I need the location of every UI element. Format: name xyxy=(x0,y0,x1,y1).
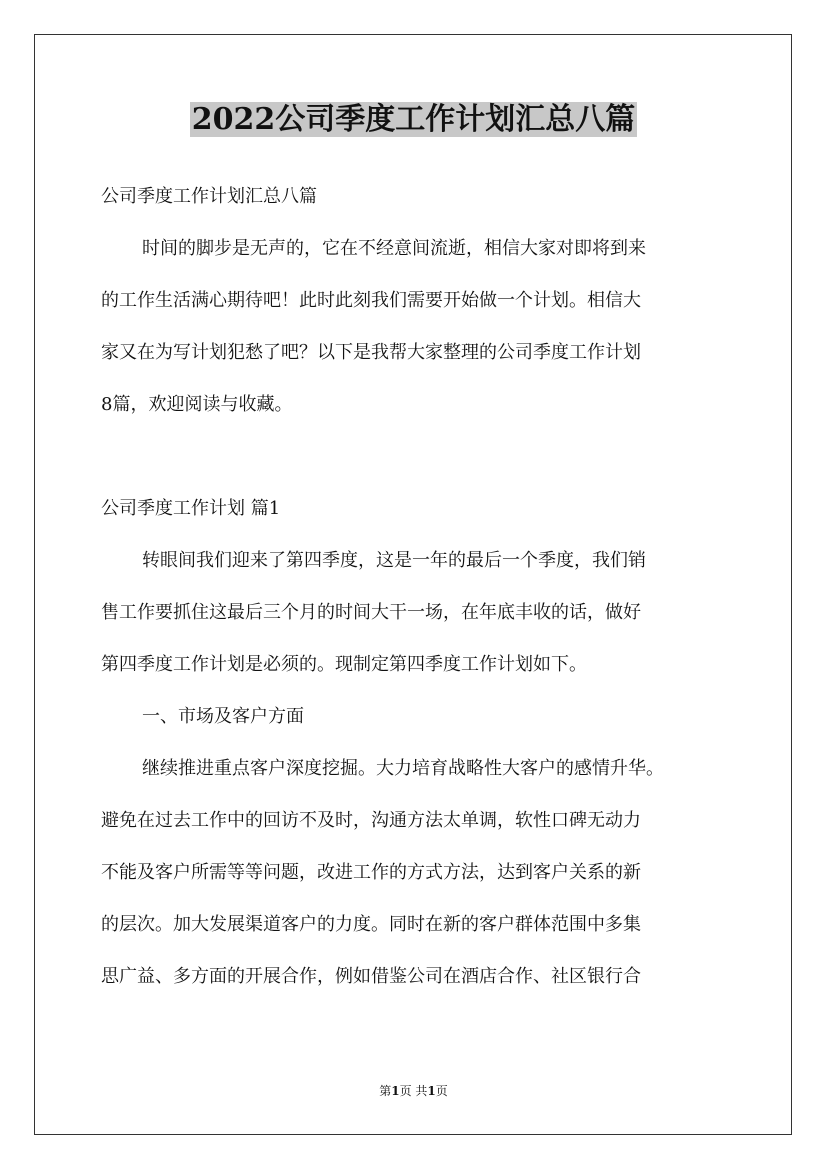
intro-line: 的工作生活满心期待吧！此时此刻我们需要开始做一个计划。相信大 xyxy=(101,290,641,311)
footer-page-suffix: 页 xyxy=(435,1084,448,1098)
sub-heading: 一、市场及客户方面 xyxy=(142,706,304,727)
paragraph-gap xyxy=(101,431,727,483)
page-footer xyxy=(0,1083,827,1099)
section-line: 第四季度工作计划是必须的。现制定第四季度工作计划如下。 xyxy=(101,654,587,675)
document-body xyxy=(101,171,727,1003)
footer-page-current: 1 xyxy=(391,1084,400,1098)
detail-line: 的层次。加大发展渠道客户的力度。同时在新的客户群体范围中多集 xyxy=(101,914,641,935)
footer-page-prefix: 第 xyxy=(379,1084,392,1098)
detail-line: 继续推进重点客户深度挖掘。大力培育战略性大客户的感情升华。 xyxy=(142,758,664,779)
intro-line: 8篇，欢迎阅读与收藏。 xyxy=(101,394,293,415)
detail-line: 不能及客户所需等等问题，改进工作的方式方法，达到客户关系的新 xyxy=(101,862,641,883)
subtitle: 公司季度工作计划汇总八篇 xyxy=(101,186,317,207)
detail-line: 避免在过去工作中的回访不及时，沟通方法太单调，软性口碑无动力 xyxy=(101,810,641,831)
section-heading: 公司季度工作计划 篇1 xyxy=(101,498,281,519)
intro-line: 时间的脚步是无声的，它在不经意间流逝，相信大家对即将到来 xyxy=(142,238,646,259)
intro-line: 家又在为写计划犯愁了吧？以下是我帮大家整理的公司季度工作计划 xyxy=(101,342,641,363)
section-line: 转眼间我们迎来了第四季度，这是一年的最后一个季度，我们销 xyxy=(142,550,646,571)
detail-line: 思广益、多方面的开展合作，例如借鉴公司在酒店合作、社区银行合 xyxy=(101,966,641,987)
footer-page-total: 1 xyxy=(427,1084,436,1098)
document-title-text: 2022公司季度工作计划汇总八篇 xyxy=(191,102,636,137)
section-line: 售工作要抓住这最后三个月的时间大干一场，在年底丰收的话，做好 xyxy=(101,602,641,623)
document-title xyxy=(0,98,827,142)
footer-page-mid: 页 共 xyxy=(399,1084,428,1098)
